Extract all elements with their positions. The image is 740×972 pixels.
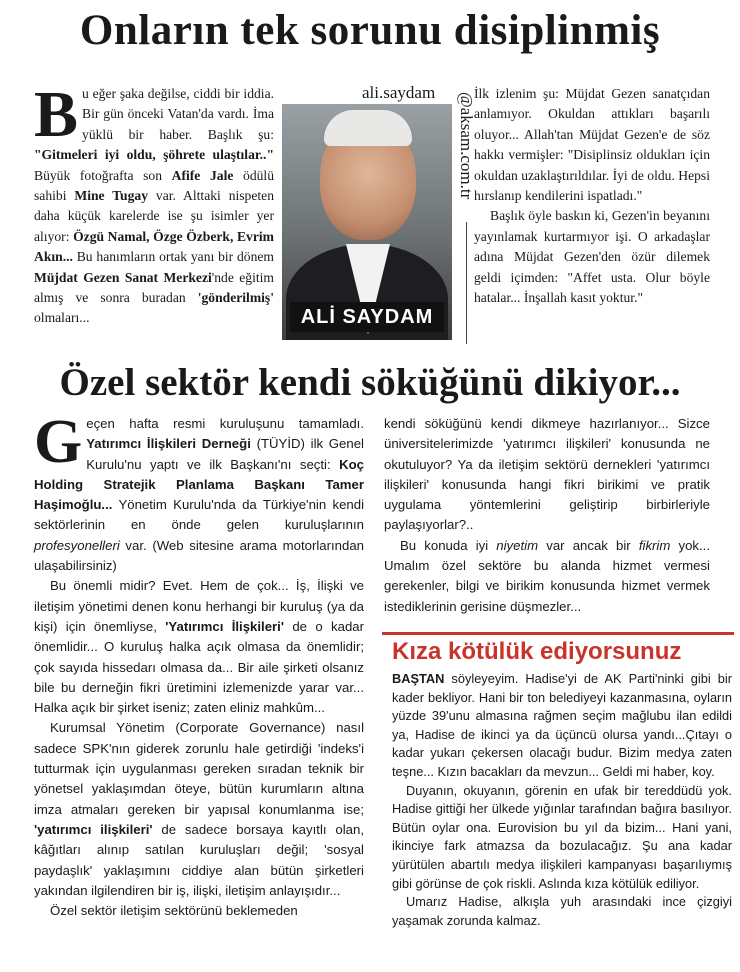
sidebar-body [392,670,732,930]
text-span: de sadece borsaya kayıtlı olan, kâğıtları alınıp satılan kuruluşları değil; 'sosyal paydaşlık' yaklaşımını ciddiye alan bütün şirketleri yakından ilgilendiren bir iş, ilişki, iletişim anlayışıdır... [34,821,364,898]
text-span: olmaları... [34,310,90,326]
text-span: fikrim [638,537,671,553]
article2-paragraph [34,576,364,718]
article2-paragraph [34,408,364,576]
text-span: niyetim [496,537,539,553]
divider [466,222,467,344]
article2-paragraph [384,536,710,617]
text-span: de o kadar önemlidir... O kuruluş halka açık olmasa da önemlidir; çok sayıda hissedarı olmasa da... Bir aile şirketi olsanız bile bu derneğin fikri üretimini izlemenizde yarar var... Halka açık bir şirket iseniz; zaten eliniz mahkûm... [34,618,364,716]
text-span: eçen hafta resmi kuruluşunu tamamladı. [86,416,364,431]
text-span: ödülü sahibi [34,167,274,204]
text-span: 'Yatırımcı İlişkileri' [165,618,284,634]
text-span: var. Alttaki nispeten daha küçük karelerde ise şu isimler yer alıyor: [34,188,274,244]
sidebar-title: Kıza kötülük ediyorsunuz [392,638,682,665]
text-span: 'nde eğitim almış ve sonra buradan [34,269,274,306]
text-span: (TÜYİD) ilk Genel Kurulu'nu yaptı ve ilk Başkanı'nı seçti: [86,436,364,472]
text-span: Büyük fotoğrafta son [34,167,172,183]
dropcap: B [34,78,79,151]
text-span: profesyonelleri [34,537,120,553]
text-span: Bu hanımların ortak yanı bir dönem [72,249,274,265]
text-span: var ancak bir [538,537,639,553]
text-span: söyleyeyim. Hadise'yi de AK Parti'ninki gibi bir kader bekliyor. Hani bir ton belediyeyi kazanmasına, oyların yüzde 39'unu almasına rağmen seçim mağlubu ilan edildi ya, Hadise de ikinci ya da üçüncü olursa yandı...Çıtayı o kadar yukarı çekersen olacağı budur. Bizim medya zaten teşne... Kızın bacakları da mevzun... Geldi mi haber, koy. [392,671,732,779]
article1-paragraph: Başlık öyle baskın ki, Gezen'in beyanını yayınlamak kurtarmıyor işi. O arkadaşlar adına Müjdat Gezen'den özür dilemek geldi içimden: "Affet usta. Olur böyle hatalar... İnşallah kasıt yoktur." [474,208,710,306]
headline-ozel-sektor: Özel sektör kendi söküğünü dikiyor... [59,361,681,404]
sidebar-rule [382,632,734,635]
text-span: Kurumsal Yönetim (Corporate Governance) nasıl sadece SPK'nın giderek zorunlu hale getirdiği 'indeks'i tutturmak için uygulanması gereken sıradan teknik bir yönetsel yaklaşımdan öteye, bütün kurumların altına imza atmaları gereken bir yapısal konumlanma ise; [34,720,364,817]
text-span: Mine Tugay [74,188,148,204]
text-span: "Gitmeleri iyi oldu, şöhrete ulaştılar.." [34,147,274,163]
text-span: Özgü Namal, Özge Özberk, Evrim Akın... [34,228,274,265]
article1-paragraph: İlk izlenim şu: Müjdat Gezen sanatçıdan anlamıyor. Okuldan attıkları başarılı oluyor... Allah'tan Müjdat Gezen'e de söz hakkı vermişler: "Disiplinsiz oldukları için okuldan uzaklaştırıldılar. İyi de oldu. Hepsi hırslanıp kendilerini ispatladı." [474,86,710,204]
article2-paragraph: Özel sektör iletişim sektörünü beklemeden [50,903,298,919]
article2-paragraph [34,718,364,901]
sidebar-paragraph: Umarız Hadise, alkışla yuh arasındaki ince çizgiyi yaşamak zorunda kalmaz. [392,894,732,928]
article1-paragraph [34,78,274,329]
text-span: yok... Umalım özel sektöre bu alanda hizmet vermesi gerekenler, bilgi ve birikim konusunda hizmet vermek istediklerinin gerisine düşmezler... [384,537,711,614]
text-span: Yönetim Kurulu'nda da Türkiye'nin kendi sektörlerinin en önde gelen kuruluşlarının [34,497,364,533]
text-span: Yatırımcı İlişkileri Derneği [86,436,251,452]
article2-col1 [34,408,364,921]
article2-paragraph: kendi söküğünü kendi dikmeye hazırlanıyor... Sizce üniversitelerimizde 'yatırımcı ilişkileri' konusunda ne okutuluyor? Ya da iletişim sektörü dernekleri 'yatırımcı ilişkileri' konusunda hangi fikri birikimi ve pratik uygulama yöntemlerini geliştirip birbirleriyle paylaşıyorlar?.. [384,416,710,533]
sidebar-paragraph: Duyanın, okuyanın, görenin en ufak bir tereddüdü yok. Hadise gittiği her ülkede yığınlar tarafından bağıra basılıyor. Bütün oylar ona. Eurovision bu yıl da bizim... Hani yani, ikinciye fark atmazsa da bozulacağız. Şu ana kadar yürütülen abartılı medya ilişkileri kampanyası başarılıymış gibi görünse de çok riskli. Aslında kıza kötülük ediliyor. [392,782,732,891]
text-span: Bu konuda iyi [400,537,497,553]
headline-disiplin: Onların tek sorunu disiplinmiş [79,7,661,54]
text-span: Bu önemli midir? Evet. Hem de çok... İş, İlişki ve iletişim yönetimi denen konu herhangi bir kuruluş (ya da kişi) için önemliyse, [34,578,364,634]
dropcap: G [34,408,83,476]
article2-col2 [384,414,710,617]
text-span: Afife Jale [171,167,234,183]
text-span: u eğer şaka değilse, ciddi bir iddia. Bir gün önceki Vatan'da vardı. İma yüklü bir haber. Başlık şu: [82,86,274,142]
columnist-email-domain: @aksam.com.tr [457,92,476,200]
columnist-name: ALİ SAYDAM [290,302,444,332]
text-span: var. (Web sitesine arama motorlarından ulaşabilirsiniz) [34,537,364,574]
article1-col2 [474,84,710,308]
columnist-email: ali.saydam [362,83,436,102]
article1-col1 [34,78,274,329]
text-span: Müjdat Gezen Sanat Merkezi [34,269,212,285]
sidebar-paragraph [392,670,732,782]
text-span: Koç Holding Stratejik Planlama Başkanı Tamer Haşimoğlu... [34,456,364,513]
text-span: 'gönderilmiş' [197,290,274,306]
text-span: BAŞTAN [392,671,445,686]
text-span: 'yatırımcı ilişkileri' [34,821,153,837]
